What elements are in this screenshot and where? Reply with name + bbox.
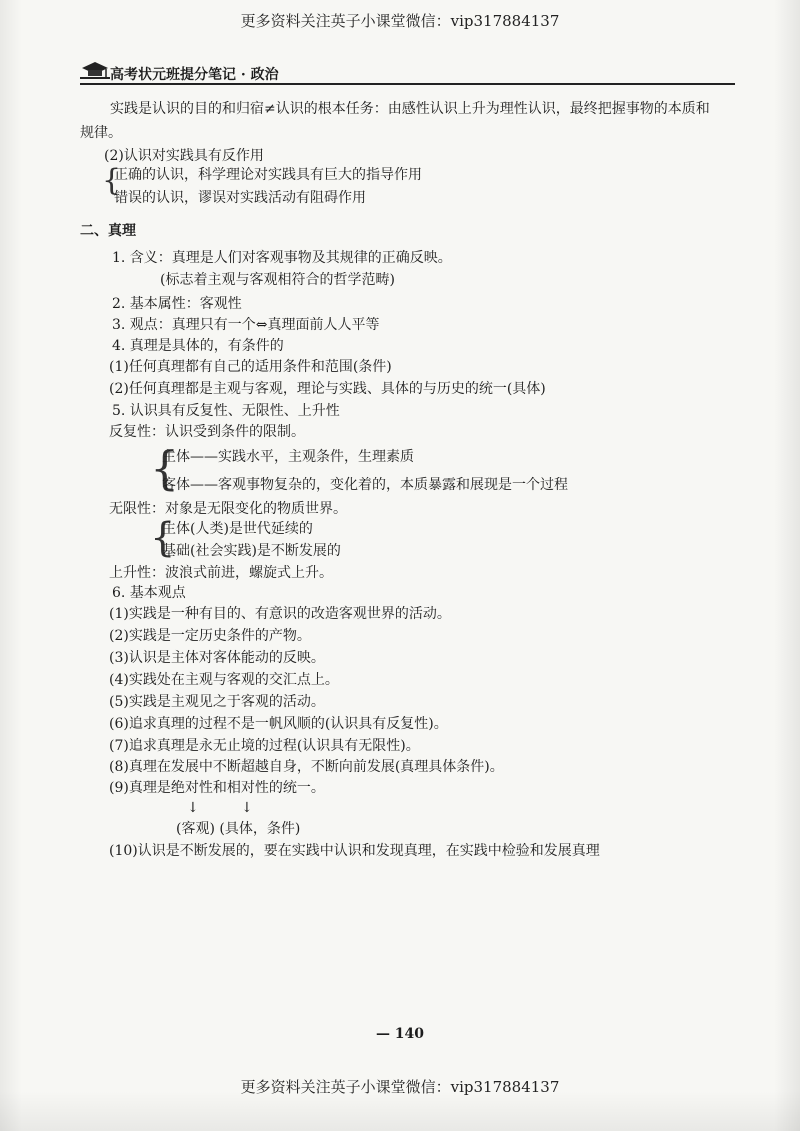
item-definition: 1. 含义：真理是人们对客观事物及其规律的正确反映。 <box>112 250 452 266</box>
reaction-negative: 错误的认识，谬误对实践活动有阻碍作用 <box>114 190 366 206</box>
view-8: (8)真理在发展中不断超越自身，不断向前发展(真理具体条件)。 <box>109 759 504 775</box>
view-9: (9)真理是绝对性和相对性的统一。 <box>109 780 325 796</box>
brace: { <box>150 515 176 561</box>
view-4: (4)实践处在主观与客观的交汇点上。 <box>109 672 339 688</box>
repeat-subject: 主体——实践水平，主观条件，生理素质 <box>162 449 414 465</box>
view-2: (2)实践是一定历史条件的产物。 <box>109 628 311 644</box>
view-9-notes: (客观) (具体，条件) <box>176 821 301 837</box>
repeat-text: 反复性：认识受到条件的限制。 <box>109 424 305 440</box>
item-knowledge-traits: 5. 认识具有反复性、无限性、上升性 <box>112 403 340 419</box>
brace: { <box>150 441 180 495</box>
item-attribute: 2. 基本属性：客观性 <box>112 296 242 312</box>
item-concrete: 4. 真理是具体的，有条件的 <box>112 338 284 354</box>
view-3: (3)认识是主体对客体能动的反映。 <box>109 650 325 666</box>
view-10: (10)认识是不断发展的，要在实践中认识和发现真理，在实践中检验和发展真理 <box>109 843 600 859</box>
header-title: 高考状元班提分笔记 · 政治 <box>110 67 279 83</box>
brace: { <box>102 163 122 198</box>
item-basic-views: 6. 基本观点 <box>112 585 186 601</box>
header-rule <box>80 83 735 85</box>
page-number: — 140 <box>375 1026 425 1042</box>
intro-line-1: 实践是认识的目的和归宿≠认识的根本任务：由感性认识上升为理性认识，最终把握事物的本质和 <box>110 101 710 117</box>
view-1: (1)实践是一种有目的、有意识的改造客观世界的活动。 <box>109 606 451 622</box>
item-view: 3. 观点：真理只有一个⇔真理面前人人平等 <box>112 317 380 333</box>
infinite-text: 无限性：对象是无限变化的物质世界。 <box>109 501 347 517</box>
intro-line-2: 规律。 <box>80 125 122 141</box>
view-7: (7)追求真理是永无止境的过程(认识具有无限性)。 <box>109 738 420 754</box>
repeat-object: 客体——客观事物复杂的，变化着的，本质暴露和展现是一个过程 <box>162 477 568 493</box>
watermark-top: 更多资料关注英子小课堂微信：vip317884137 <box>240 12 560 30</box>
arrow-down-icon: ↓ <box>187 800 199 816</box>
rising-text: 上升性：波浪式前进，螺旋式上升。 <box>109 565 333 581</box>
item-concrete-a: (1)任何真理都有自己的适用条件和范围(条件) <box>109 359 392 375</box>
reaction-positive: 正确的认识，科学理论对实践具有巨大的指导作用 <box>114 167 422 183</box>
view-6: (6)追求真理的过程不是一帆风顺的(认识具有反复性)。 <box>109 716 448 732</box>
infinite-subject: 主体(人类)是世代延续的 <box>162 521 313 537</box>
view-5: (5)实践是主观见之于客观的活动。 <box>109 694 325 710</box>
arrow-down-icon: ↓ <box>241 800 253 816</box>
reaction-title: (2)认识对实践具有反作用 <box>104 148 264 164</box>
watermark-bottom: 更多资料关注英子小课堂微信：vip317884137 <box>240 1078 560 1096</box>
item-concrete-b: (2)任何真理都是主观与客观，理论与实践、具体的与历史的统一(具体) <box>109 381 546 397</box>
infinite-basis: 基础(社会实践)是不断发展的 <box>162 543 341 559</box>
item-definition-note: (标志着主观与客观相符合的哲学范畴) <box>160 272 395 288</box>
section-heading: 二、真理 <box>80 223 136 239</box>
graduation-cap-icon <box>80 60 110 80</box>
